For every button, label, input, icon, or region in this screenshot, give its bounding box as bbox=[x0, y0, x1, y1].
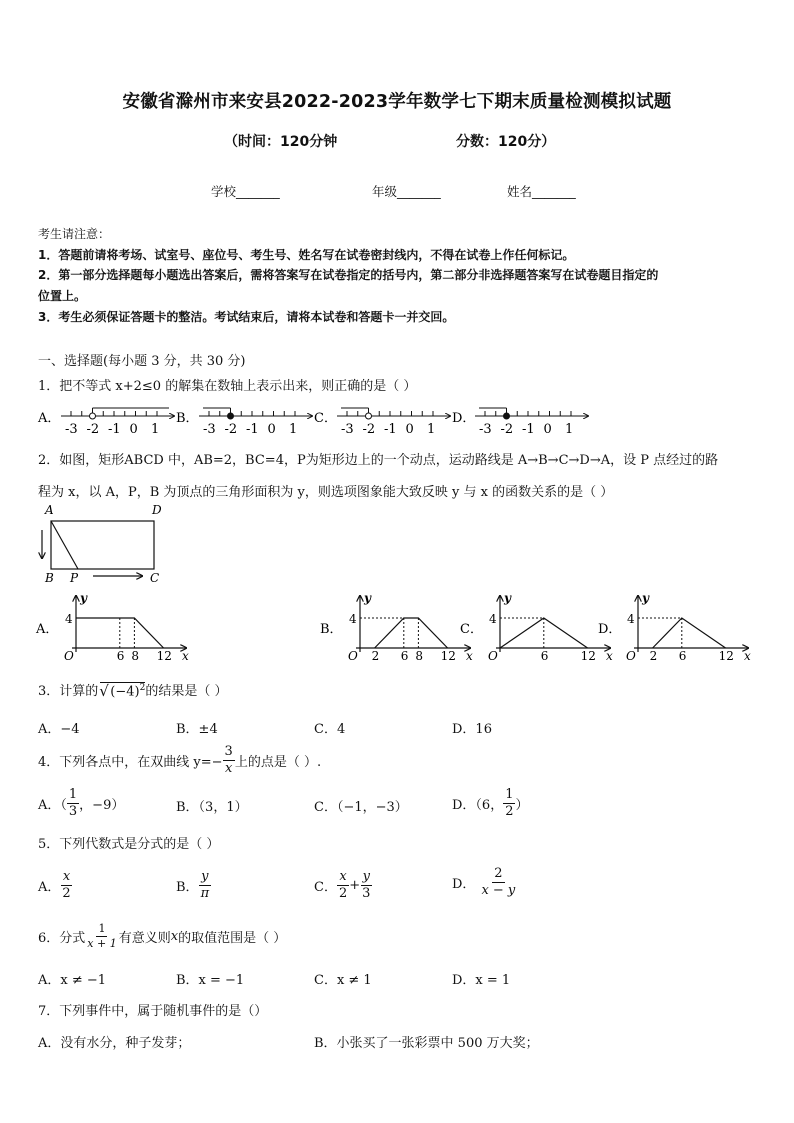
y-value-label: 4 bbox=[349, 612, 357, 626]
label-c: C bbox=[150, 571, 160, 585]
tick-label: -3 bbox=[65, 422, 78, 436]
q3-option-c[interactable]: C．4 bbox=[314, 722, 346, 737]
q5-option-c[interactable]: C． $\frac{x}{2}$ + $\frac{y}{3}$ bbox=[314, 869, 371, 902]
y-axis-label: y bbox=[364, 591, 371, 605]
name-field: 姓名_______ bbox=[507, 184, 576, 199]
score-info: 分数：120分） bbox=[456, 134, 556, 150]
q2-stem-2: 程为 x，以 A，P，B 为顶点的三角形面积为 y，则选项图象能大致反映 y 与 x 的函数关系的是（ ） bbox=[38, 485, 614, 500]
q2-option-label: C． bbox=[460, 622, 483, 637]
q3-pre: 3．计算的 bbox=[38, 684, 99, 699]
origin-label: O bbox=[348, 649, 358, 662]
tick-label: -3 bbox=[479, 422, 492, 436]
note-3: 3．考生必须保证答题卡的整洁。考试结束后，请将本试卷和答题卡一并交回。 bbox=[38, 310, 455, 324]
hollow-dot bbox=[366, 413, 372, 419]
x-tick-label: 8 bbox=[415, 649, 424, 662]
x-tick-label: 6 bbox=[116, 649, 125, 662]
q2-option-label: B． bbox=[320, 622, 343, 637]
q4-post: 上的点是（ ）. bbox=[234, 755, 322, 771]
tick-label: -2 bbox=[86, 422, 100, 436]
tick-label: -1 bbox=[108, 422, 121, 436]
x-axis-label: x bbox=[466, 649, 473, 662]
q6-option-b[interactable]: B．x = −1 bbox=[176, 973, 245, 988]
q2-stem-1: 2．如图，矩形ABCD 中，AB=2，BC=4，P为矩形边上的一个动点，运动路线是 A→B→C→D→A，设 P 点经过的路 bbox=[38, 453, 719, 468]
label-a: A bbox=[45, 503, 54, 517]
tick-label: -2 bbox=[500, 422, 514, 436]
origin-label: O bbox=[488, 649, 498, 662]
label-p: P bbox=[70, 571, 79, 585]
q4-stem bbox=[38, 744, 321, 778]
q1-option-label: D． bbox=[452, 411, 476, 426]
q2-option-graphs bbox=[30, 590, 760, 662]
radical-sign: √ bbox=[99, 681, 109, 700]
q5-option-b[interactable]: B． $\frac{y}{\pi}$ bbox=[176, 869, 210, 902]
q2-option-label: A． bbox=[36, 622, 59, 637]
origin-label: O bbox=[64, 649, 74, 662]
q5-stem: 5．下列代数式是分式的是（ ） bbox=[38, 837, 220, 852]
function-graph bbox=[375, 618, 448, 648]
q5-option-a[interactable]: A． $\frac{x}{2}$ bbox=[38, 869, 71, 902]
q1-stem: 1．把不等式 x+2≤0 的解集在数轴上表示出来，则正确的是（ ） bbox=[38, 379, 417, 394]
q7-option-b[interactable]: B．小张买了一张彩票中 500 万大奖； bbox=[314, 1036, 539, 1051]
tick-label: 1 bbox=[289, 422, 298, 436]
q1-option-label: C． bbox=[314, 411, 337, 426]
tick-label: 0 bbox=[267, 422, 276, 436]
q2-option-label: D． bbox=[598, 622, 622, 637]
q7-option-a[interactable]: A．没有水分，种子发芽； bbox=[38, 1036, 191, 1051]
function-graph bbox=[653, 618, 726, 648]
tick-label: -1 bbox=[384, 422, 397, 436]
y-value-label: 4 bbox=[489, 612, 497, 626]
segment-ap bbox=[51, 521, 78, 569]
tick-label: -2 bbox=[224, 422, 238, 436]
q3-option-d[interactable]: D．16 bbox=[452, 722, 492, 737]
q1-option-label: B． bbox=[176, 411, 199, 426]
tick-label: 0 bbox=[405, 422, 414, 436]
q3-option-a[interactable]: A．−4 bbox=[38, 722, 80, 737]
q5-option-d[interactable]: D． $\frac{2}{x - y}$ bbox=[452, 866, 516, 899]
x-tick-label: 12 bbox=[718, 649, 734, 662]
origin-label: O bbox=[626, 649, 636, 662]
sqrt-expression bbox=[100, 682, 145, 699]
school-field: 学校_______ bbox=[211, 184, 280, 199]
q6-option-c[interactable]: C．x ≠ 1 bbox=[314, 973, 372, 988]
q6-option-a[interactable]: A．x ≠ −1 bbox=[38, 973, 107, 988]
y-axis-label: y bbox=[642, 591, 649, 605]
rectangle-abcd bbox=[51, 521, 154, 569]
x-tick-label: 12 bbox=[440, 649, 456, 662]
tick-label: 1 bbox=[565, 422, 574, 436]
x-tick-label: 6 bbox=[540, 649, 549, 662]
tick-label: -3 bbox=[203, 422, 216, 436]
q4-option-c[interactable]: C．（−1，−3） bbox=[314, 800, 408, 815]
section-heading: 一、选择题(每小题 3 分，共 30 分) bbox=[38, 354, 246, 369]
q6-option-d[interactable]: D．x = 1 bbox=[452, 973, 511, 988]
x-axis-label: x bbox=[744, 649, 751, 662]
x-axis-label: x bbox=[182, 649, 189, 662]
hollow-dot bbox=[90, 413, 96, 419]
note-1: 1．答题前请将考场、试室号、座位号、考生号、姓名写在试卷密封线内，不得在试卷上作任何标记。 bbox=[38, 248, 575, 262]
y-value-label: 4 bbox=[65, 612, 73, 626]
tick-label: 1 bbox=[151, 422, 160, 436]
tick-label: -1 bbox=[246, 422, 259, 436]
tick-label: -2 bbox=[362, 422, 376, 436]
q4-pre: 4．下列各点中，在双曲线 y=− bbox=[38, 755, 223, 771]
q3-post: 的结果是（ ） bbox=[145, 684, 228, 699]
q1-number-lines bbox=[36, 402, 602, 436]
note-2-cont: 位置上。 bbox=[38, 289, 87, 303]
x-tick-label: 6 bbox=[400, 649, 409, 662]
q7-stem: 7．下列事件中，属于随机事件的是（） bbox=[38, 1004, 268, 1019]
y-value-label: 4 bbox=[627, 612, 635, 626]
label-b: B bbox=[45, 571, 54, 585]
x-tick-label: 8 bbox=[131, 649, 140, 662]
tick-label: -1 bbox=[522, 422, 535, 436]
tick-label: -3 bbox=[341, 422, 354, 436]
q4-option-b[interactable]: B．（3，1） bbox=[176, 800, 248, 815]
y-axis-label: y bbox=[504, 591, 511, 605]
tick-label: 0 bbox=[129, 422, 138, 436]
q3-exponent: 2 bbox=[139, 682, 146, 693]
q3-option-b[interactable]: B．±4 bbox=[176, 722, 218, 737]
y-axis-label: y bbox=[80, 591, 87, 605]
x-tick-label: 12 bbox=[156, 649, 172, 662]
q4-fraction: $\frac{3}{x}$ bbox=[224, 744, 233, 777]
x-tick-label: 12 bbox=[580, 649, 596, 662]
q1-option-label: A． bbox=[38, 411, 61, 426]
exam-title: 安徽省滁州市来安县2022-2023学年数学七下期末质量检测模拟试题 bbox=[122, 92, 672, 112]
time-info: （时间：120分钟 bbox=[224, 134, 338, 150]
note-2: 2．第一部分选择题每小题选出答案后，需将答案写在试卷指定的括号内，第二部分非选择题答案写在试卷题目指定的 bbox=[38, 268, 659, 282]
tick-label: 1 bbox=[427, 422, 436, 436]
q6-stem: 6．分式 $\frac{1}{x + 1}$ 有意义则 x 的取值范围是（ ） bbox=[38, 922, 287, 950]
solid-dot bbox=[504, 413, 510, 419]
q4-option-a[interactable]: A．（ $\frac{1}{3}$ ，−9） bbox=[38, 787, 125, 820]
q4-option-d[interactable]: D．（6， $\frac{1}{2}$ ） bbox=[452, 787, 529, 820]
notes-heading: 考生请注意： bbox=[38, 227, 111, 241]
x-tick-label: 6 bbox=[678, 649, 687, 662]
grade-field: 年级_______ bbox=[372, 184, 441, 199]
q3-radicand: (−4) bbox=[110, 684, 140, 699]
rectangle-figure bbox=[36, 500, 176, 588]
x-axis-label: x bbox=[606, 649, 613, 662]
x-tick-label: 2 bbox=[649, 649, 658, 662]
label-d: D bbox=[152, 503, 162, 517]
x-tick-label: 2 bbox=[371, 649, 380, 662]
solid-dot bbox=[228, 413, 234, 419]
q3-stem bbox=[38, 680, 227, 699]
tick-label: 0 bbox=[543, 422, 552, 436]
